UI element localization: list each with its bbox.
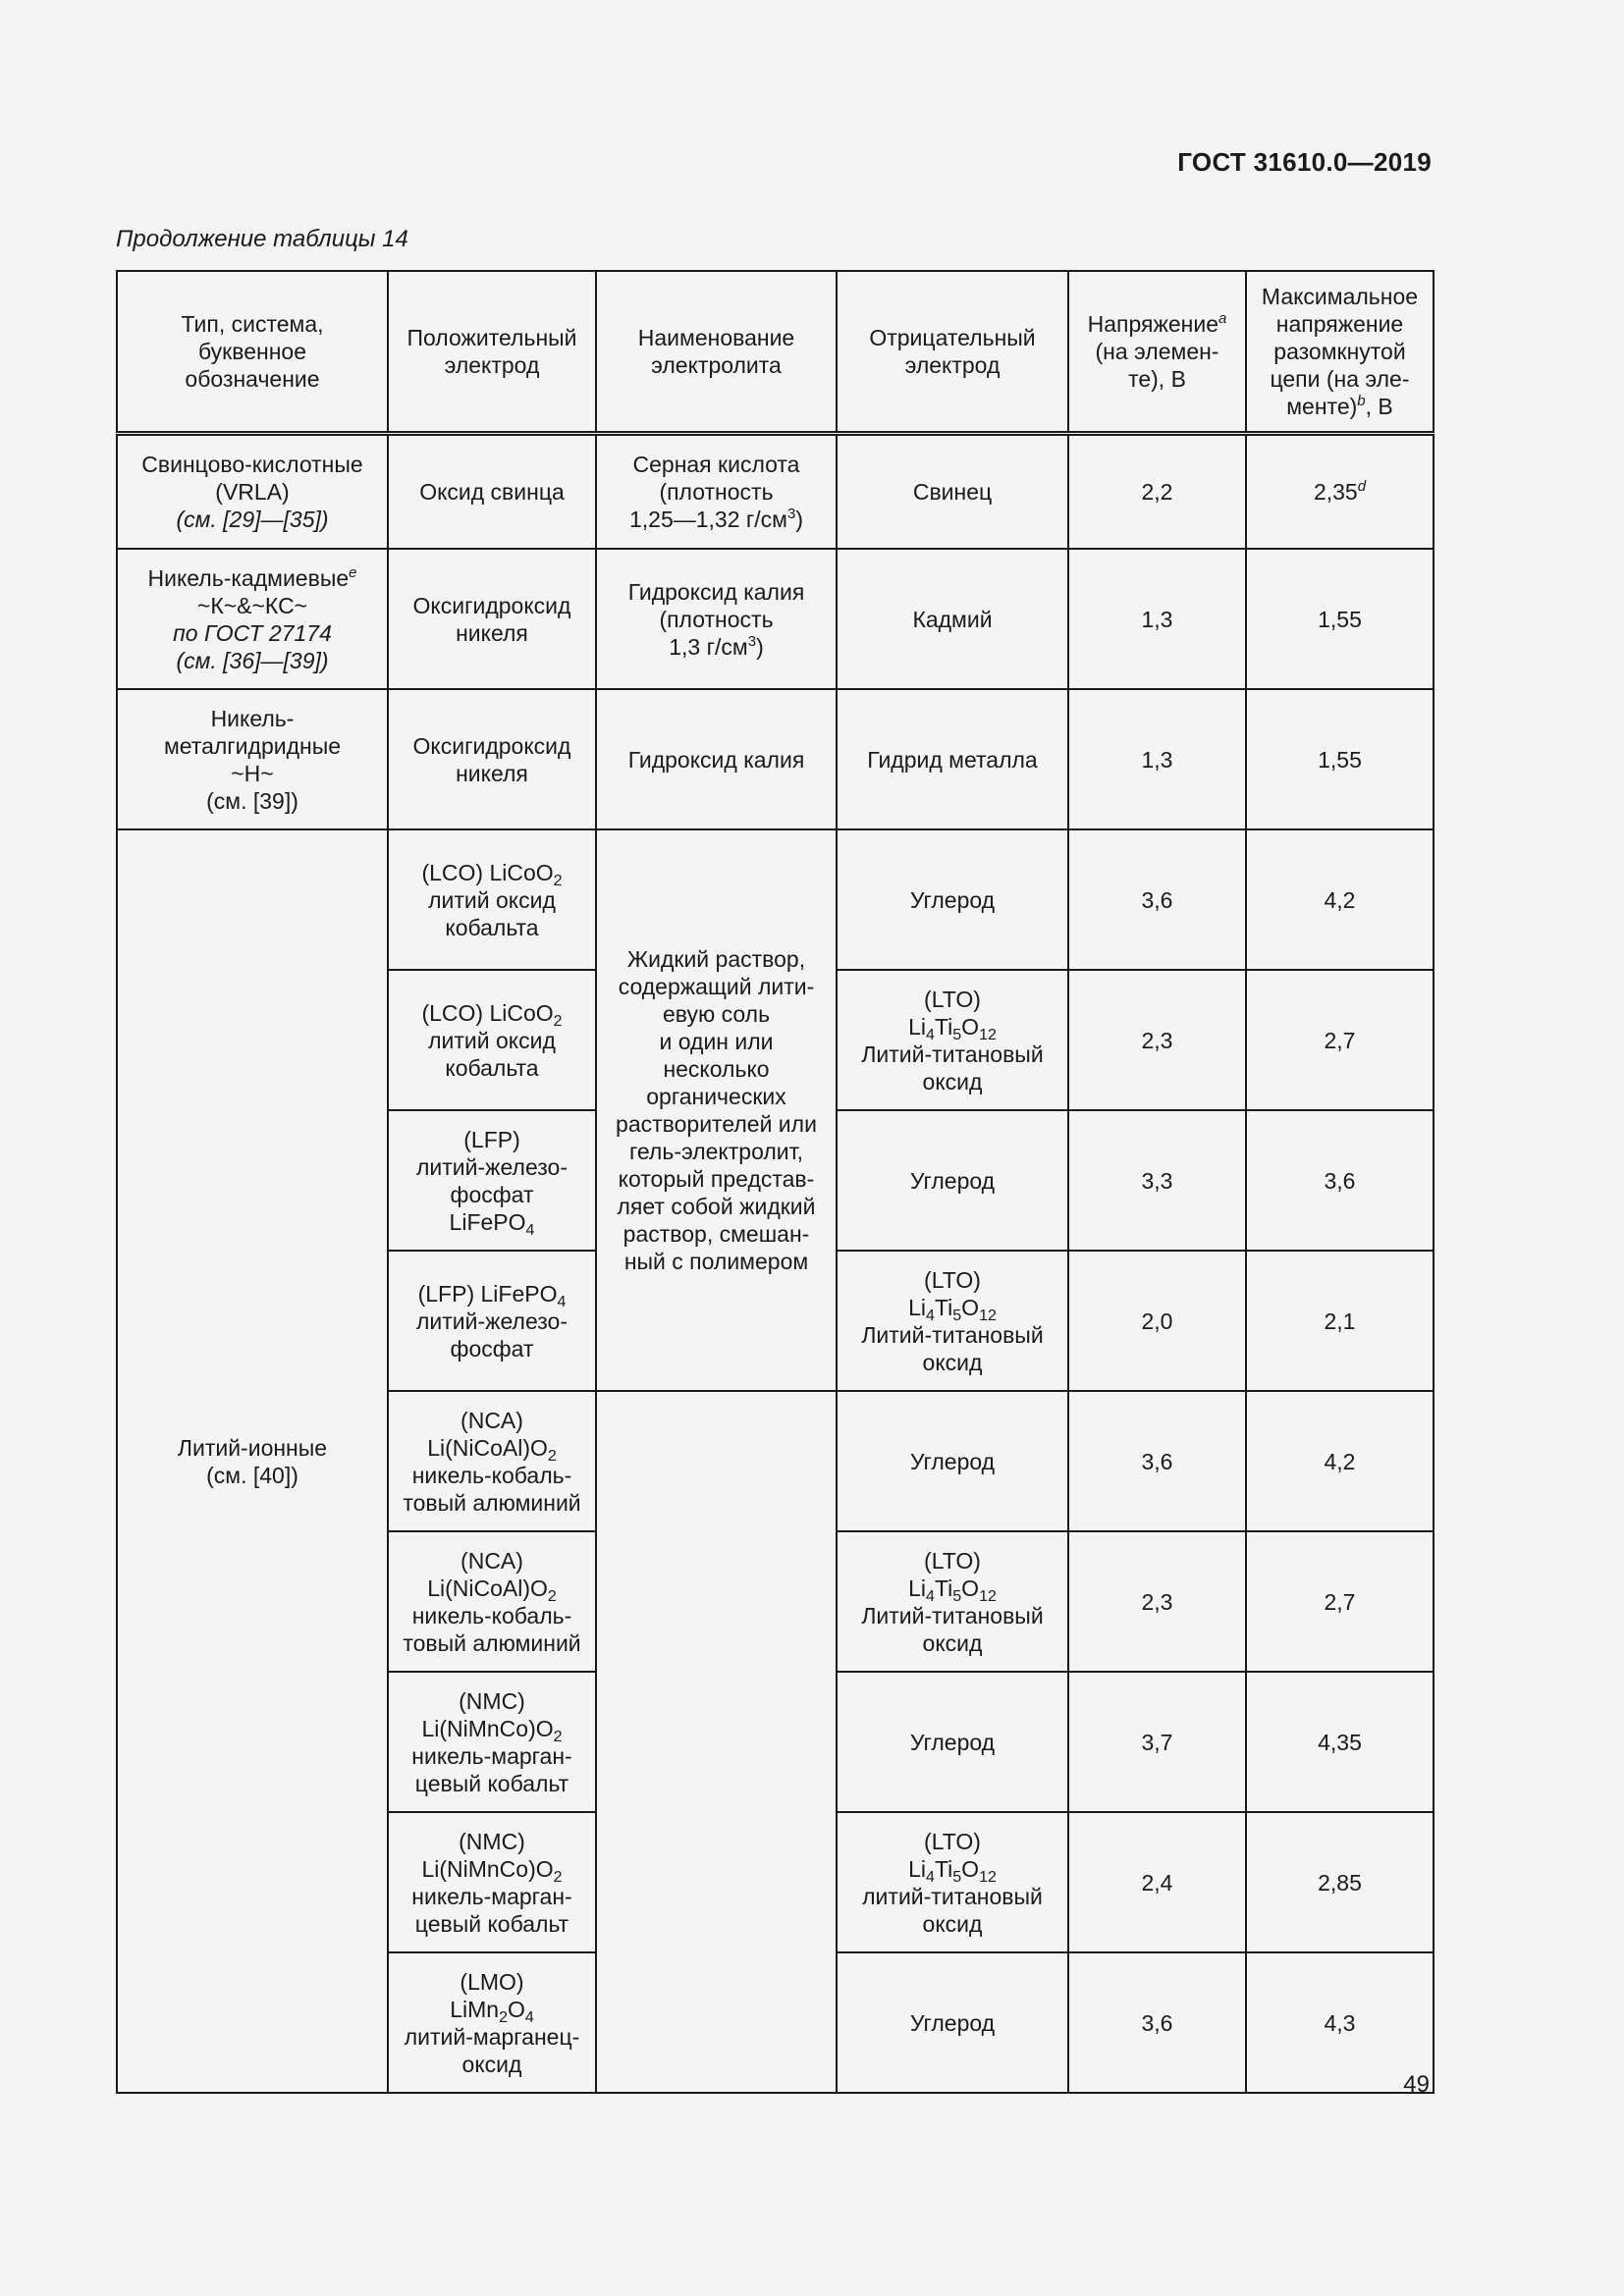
document-code: ГОСТ 31610.0—2019 (1177, 147, 1432, 177)
cell-voltage: 2,3 (1068, 1531, 1246, 1672)
cell-negative: Свинец (837, 434, 1068, 550)
cell-negative: (LTO) $Li_4Ti_5O_{12}$ Литий-титановый оксид (837, 1531, 1068, 1672)
cell-electrolyte: Гидроксид калия (плотность 1,3 $г/см^3$) (596, 549, 837, 689)
cell-negative: Гидрид металла (837, 689, 1068, 829)
cell-voltage: 3,6 (1068, 1391, 1246, 1531)
cell-positive: Оксигидроксид никеля (388, 689, 596, 829)
cell-negative: Углерод (837, 1391, 1068, 1531)
cell-type: Никель-кадмиевые$^e$ ~К~&~КС~ по ГОСТ 27174 (см. [36]—[39]) (117, 549, 388, 689)
cell-max-voltage: 2,1 (1246, 1251, 1434, 1391)
cell-type: Литий-ионные (см. [40]) (117, 829, 388, 2093)
cell-max-voltage: 4,2 (1246, 1391, 1434, 1531)
cell-electrolyte: Гидроксид калия (596, 689, 837, 829)
table-row (117, 434, 1434, 550)
cell-voltage: 2,0 (1068, 1251, 1246, 1391)
cell-voltage: 2,3 (1068, 970, 1246, 1110)
cell-voltage: 1,3 (1068, 689, 1246, 829)
cell-voltage: 2,4 (1068, 1812, 1246, 1952)
cell-electrolyte: Серная кислота (плотность 1,25—1,32 $г/см^3$) (596, 434, 837, 550)
cell-max-voltage: 2,85 (1246, 1812, 1434, 1952)
cell-electrolyte: Жидкий раствор, содержащий лити- евую соль и один или несколько органических растворителей или гель-электролит, который представ- ляет собой жидкий раствор, смешан- ный с полимером (596, 829, 837, 1391)
cell-positive: (LFP) литий-железо- фосфат LiFePO$_4$ (388, 1110, 596, 1251)
cell-voltage: 3,6 (1068, 829, 1246, 970)
col-header-voltage: Напряжение$^a$ (на элемен- те), В (1068, 271, 1246, 434)
table-row (117, 689, 1434, 829)
cell-max-voltage: 4,35 (1246, 1672, 1434, 1812)
cell-electrolyte-empty (596, 1391, 837, 2093)
table-header-row (117, 271, 1434, 434)
col-header-max-voltage: Максимальное напряжение разомкнутой цепи (на эле- менте)$^b$, В (1246, 271, 1434, 434)
cell-max-voltage: 2,7 (1246, 970, 1434, 1110)
cell-voltage: 3,6 (1068, 1952, 1246, 2093)
cell-negative: (LTO) $Li_4Ti_5O_{12}$ Литий-титановый оксид (837, 970, 1068, 1110)
cell-positive: (NMC) $Li(NiMnCo)O_2$ никель-марган- цевый кобальт (388, 1812, 596, 1952)
cell-max-voltage: 1,55 (1246, 549, 1434, 689)
cell-positive: Оксигидроксид никеля (388, 549, 596, 689)
cell-positive: (NCA) $Li(NiCoAl)O_2$ никель-кобаль- товый алюминий (388, 1531, 596, 1672)
cell-negative: Углерод (837, 1952, 1068, 2093)
cell-positive: (LFP) LiFePO$_4$ литий-железо- фосфат (388, 1251, 596, 1391)
cell-negative: (LTO) $Li_4Ti_5O_{12}$ литий-титановый оксид (837, 1812, 1068, 1952)
col-header-electrolyte: Наименование электролита (596, 271, 837, 434)
cell-voltage: 2,2 (1068, 434, 1246, 550)
cell-max-voltage: 1,55 (1246, 689, 1434, 829)
table-row (117, 549, 1434, 689)
cell-voltage: 1,3 (1068, 549, 1246, 689)
page-number: 49 (1403, 2071, 1430, 2098)
col-header-negative: Отрицательный электрод (837, 271, 1068, 434)
battery-table (116, 270, 1435, 2094)
cell-type: Свинцово-кислотные (VRLA) (см. [29]—[35]) (117, 434, 388, 550)
cell-max-voltage: 4,2 (1246, 829, 1434, 970)
table-caption: Продолжение таблицы 14 (116, 226, 408, 252)
cell-positive: (LCO) LiCoO$_2$ литий оксид кобальта (388, 829, 596, 970)
cell-positive: (NMC) $Li(NiMnCo)O_2$ никель-марган- цевый кобальт (388, 1672, 596, 1812)
cell-positive: (NCA) $Li(NiCoAl)O_2$ никель-кобаль- товый алюминий (388, 1391, 596, 1531)
col-header-positive: Положительный электрод (388, 271, 596, 434)
table-row (117, 829, 1434, 970)
cell-type: Никель- металгидридные ~Н~ (см. [39]) (117, 689, 388, 829)
cell-negative: Углерод (837, 829, 1068, 970)
cell-positive: Оксид свинца (388, 434, 596, 550)
cell-max-voltage: 3,6 (1246, 1110, 1434, 1251)
col-header-type: Тип, система, буквенное обозначение (117, 271, 388, 434)
cell-negative: Кадмий (837, 549, 1068, 689)
cell-negative: (LTO) $Li_4Ti_5O_{12}$ Литий-титановый оксид (837, 1251, 1068, 1391)
cell-max-voltage: 2,35$^d$ (1246, 434, 1434, 550)
cell-negative: Углерод (837, 1672, 1068, 1812)
cell-max-voltage: 2,7 (1246, 1531, 1434, 1672)
cell-positive: (LCO) LiCoO$_2$ литий оксид кобальта (388, 970, 596, 1110)
cell-negative: Углерод (837, 1110, 1068, 1251)
cell-positive: (LMO) $LiMn_2O_4$ литий-марганец- оксид (388, 1952, 596, 2093)
cell-voltage: 3,7 (1068, 1672, 1246, 1812)
cell-voltage: 3,3 (1068, 1110, 1246, 1251)
cell-max-voltage: 4,3 (1246, 1952, 1434, 2093)
